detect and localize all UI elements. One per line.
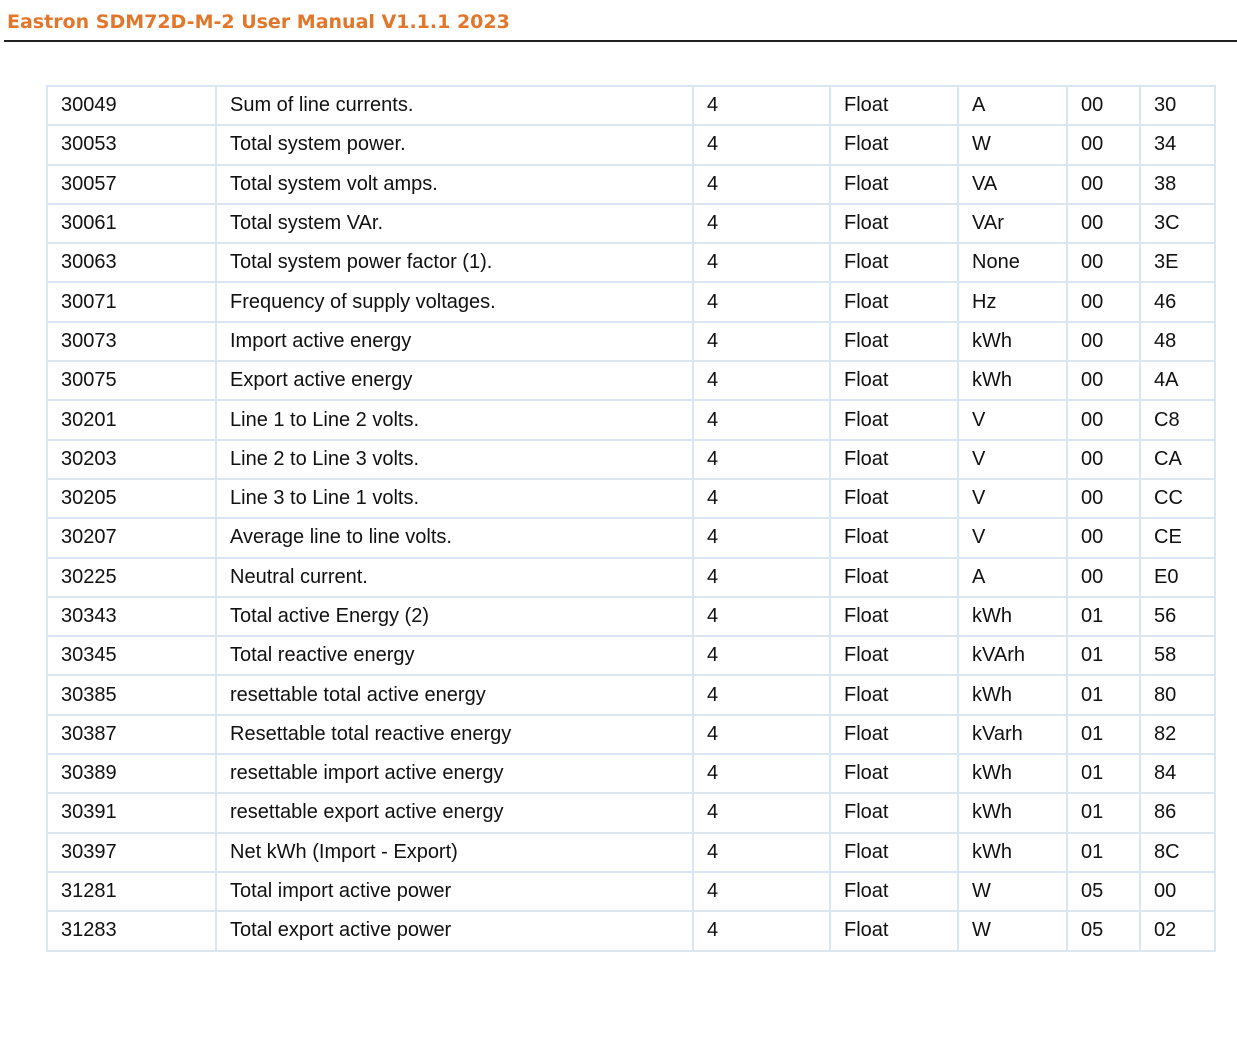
register-format-cell: Float [830, 243, 958, 282]
table-row [47, 558, 1215, 597]
register-description-cell: Total system power. [216, 125, 693, 164]
register-lo-byte-cell: 34 [1140, 125, 1215, 164]
register-lo-byte-cell: 80 [1140, 675, 1215, 714]
register-format-cell: Float [830, 440, 958, 479]
register-hi-byte-cell: 00 [1067, 204, 1140, 243]
register-address-cell: 30205 [47, 479, 216, 518]
table-row [47, 754, 1215, 793]
table-row [47, 204, 1215, 243]
register-description-cell: Net kWh (Import - Export) [216, 833, 693, 872]
register-address-cell: 30385 [47, 675, 216, 714]
register-description-cell: Line 3 to Line 1 volts. [216, 479, 693, 518]
register-length-cell: 4 [693, 793, 830, 832]
register-units-cell: kWh [958, 833, 1067, 872]
register-hi-byte-cell: 01 [1067, 754, 1140, 793]
register-format-cell: Float [830, 479, 958, 518]
register-length-cell: 4 [693, 636, 830, 675]
register-description-cell: Import active energy [216, 322, 693, 361]
register-format-cell: Float [830, 597, 958, 636]
register-units-cell: W [958, 125, 1067, 164]
register-address-cell: 30053 [47, 125, 216, 164]
register-hi-byte-cell: 01 [1067, 675, 1140, 714]
register-description-cell: Total system power factor (1). [216, 243, 693, 282]
table-row [47, 479, 1215, 518]
register-address-cell: 31283 [47, 911, 216, 950]
register-hi-byte-cell: 00 [1067, 558, 1140, 597]
register-lo-byte-cell: 46 [1140, 282, 1215, 321]
register-description-cell: resettable export active energy [216, 793, 693, 832]
register-length-cell: 4 [693, 322, 830, 361]
register-hi-byte-cell: 01 [1067, 597, 1140, 636]
table-row [47, 440, 1215, 479]
header-divider [4, 40, 1237, 42]
register-units-cell: V [958, 400, 1067, 439]
register-length-cell: 4 [693, 833, 830, 872]
register-lo-byte-cell: 86 [1140, 793, 1215, 832]
register-length-cell: 4 [693, 754, 830, 793]
register-lo-byte-cell: 3E [1140, 243, 1215, 282]
register-length-cell: 4 [693, 558, 830, 597]
table-row [47, 86, 1215, 125]
register-description-cell: Average line to line volts. [216, 518, 693, 557]
register-address-cell: 30071 [47, 282, 216, 321]
register-description-cell: Total system volt amps. [216, 165, 693, 204]
register-description-cell: Resettable total reactive energy [216, 715, 693, 754]
register-units-cell: kWh [958, 675, 1067, 714]
register-lo-byte-cell: E0 [1140, 558, 1215, 597]
table-row [47, 872, 1215, 911]
register-address-cell: 30389 [47, 754, 216, 793]
register-lo-byte-cell: 56 [1140, 597, 1215, 636]
register-lo-byte-cell: 02 [1140, 911, 1215, 950]
register-length-cell: 4 [693, 872, 830, 911]
register-format-cell: Float [830, 636, 958, 675]
register-lo-byte-cell: 48 [1140, 322, 1215, 361]
register-address-cell: 30343 [47, 597, 216, 636]
table-row [47, 715, 1215, 754]
register-units-cell: kVarh [958, 715, 1067, 754]
register-lo-byte-cell: 38 [1140, 165, 1215, 204]
register-format-cell: Float [830, 754, 958, 793]
register-description-cell: Line 2 to Line 3 volts. [216, 440, 693, 479]
register-address-cell: 30061 [47, 204, 216, 243]
register-hi-byte-cell: 05 [1067, 872, 1140, 911]
register-format-cell: Float [830, 558, 958, 597]
register-hi-byte-cell: 00 [1067, 322, 1140, 361]
register-units-cell: A [958, 86, 1067, 125]
register-units-cell: VAr [958, 204, 1067, 243]
register-units-cell: None [958, 243, 1067, 282]
table-row [47, 518, 1215, 557]
register-table [46, 85, 1216, 952]
register-address-cell: 30075 [47, 361, 216, 400]
register-units-cell: kWh [958, 361, 1067, 400]
register-lo-byte-cell: 3C [1140, 204, 1215, 243]
register-hi-byte-cell: 00 [1067, 243, 1140, 282]
register-hi-byte-cell: 00 [1067, 518, 1140, 557]
register-address-cell: 30387 [47, 715, 216, 754]
register-lo-byte-cell: 4A [1140, 361, 1215, 400]
register-lo-byte-cell: CE [1140, 518, 1215, 557]
register-address-cell: 30207 [47, 518, 216, 557]
register-format-cell: Float [830, 715, 958, 754]
register-units-cell: kWh [958, 322, 1067, 361]
register-address-cell: 31281 [47, 872, 216, 911]
register-address-cell: 30203 [47, 440, 216, 479]
register-units-cell: kWh [958, 793, 1067, 832]
register-description-cell: resettable import active energy [216, 754, 693, 793]
register-format-cell: Float [830, 793, 958, 832]
register-hi-byte-cell: 00 [1067, 361, 1140, 400]
register-lo-byte-cell: CA [1140, 440, 1215, 479]
register-hi-byte-cell: 00 [1067, 440, 1140, 479]
register-units-cell: W [958, 872, 1067, 911]
table-row [47, 833, 1215, 872]
register-address-cell: 30397 [47, 833, 216, 872]
register-hi-byte-cell: 01 [1067, 793, 1140, 832]
register-length-cell: 4 [693, 597, 830, 636]
table-row [47, 911, 1215, 950]
register-units-cell: W [958, 911, 1067, 950]
register-lo-byte-cell: 58 [1140, 636, 1215, 675]
table-row [47, 125, 1215, 164]
register-hi-byte-cell: 01 [1067, 833, 1140, 872]
table-row [47, 322, 1215, 361]
table-row [47, 400, 1215, 439]
table-row [47, 282, 1215, 321]
register-description-cell: Sum of line currents. [216, 86, 693, 125]
register-table-body [47, 86, 1215, 951]
register-description-cell: Export active energy [216, 361, 693, 400]
register-address-cell: 30201 [47, 400, 216, 439]
table-row [47, 793, 1215, 832]
register-length-cell: 4 [693, 911, 830, 950]
register-lo-byte-cell: 8C [1140, 833, 1215, 872]
register-description-cell: Total import active power [216, 872, 693, 911]
register-units-cell: kWh [958, 597, 1067, 636]
register-format-cell: Float [830, 911, 958, 950]
register-address-cell: 30049 [47, 86, 216, 125]
register-format-cell: Float [830, 125, 958, 164]
register-lo-byte-cell: CC [1140, 479, 1215, 518]
register-format-cell: Float [830, 518, 958, 557]
register-format-cell: Float [830, 833, 958, 872]
register-length-cell: 4 [693, 204, 830, 243]
register-hi-byte-cell: 00 [1067, 400, 1140, 439]
register-length-cell: 4 [693, 440, 830, 479]
table-row [47, 165, 1215, 204]
register-hi-byte-cell: 00 [1067, 125, 1140, 164]
register-address-cell: 30391 [47, 793, 216, 832]
register-hi-byte-cell: 00 [1067, 165, 1140, 204]
register-format-cell: Float [830, 282, 958, 321]
register-description-cell: Total reactive energy [216, 636, 693, 675]
register-length-cell: 4 [693, 125, 830, 164]
register-length-cell: 4 [693, 165, 830, 204]
register-units-cell: V [958, 479, 1067, 518]
register-address-cell: 30073 [47, 322, 216, 361]
register-description-cell: Total system VAr. [216, 204, 693, 243]
register-address-cell: 30057 [47, 165, 216, 204]
register-format-cell: Float [830, 165, 958, 204]
register-format-cell: Float [830, 322, 958, 361]
table-row [47, 675, 1215, 714]
register-lo-byte-cell: 82 [1140, 715, 1215, 754]
register-lo-byte-cell: 84 [1140, 754, 1215, 793]
register-format-cell: Float [830, 361, 958, 400]
table-row [47, 361, 1215, 400]
register-units-cell: kVArh [958, 636, 1067, 675]
register-units-cell: Hz [958, 282, 1067, 321]
table-row [47, 636, 1215, 675]
register-lo-byte-cell: 00 [1140, 872, 1215, 911]
register-hi-byte-cell: 01 [1067, 715, 1140, 754]
register-length-cell: 4 [693, 400, 830, 439]
table-row [47, 243, 1215, 282]
table-row [47, 597, 1215, 636]
register-hi-byte-cell: 05 [1067, 911, 1140, 950]
register-lo-byte-cell: C8 [1140, 400, 1215, 439]
register-description-cell: Total export active power [216, 911, 693, 950]
register-units-cell: V [958, 440, 1067, 479]
register-format-cell: Float [830, 204, 958, 243]
register-length-cell: 4 [693, 361, 830, 400]
register-length-cell: 4 [693, 715, 830, 754]
register-hi-byte-cell: 00 [1067, 86, 1140, 125]
register-format-cell: Float [830, 675, 958, 714]
document-header-title: Eastron SDM72D-M-2 User Manual V1.1.1 2023 [7, 11, 510, 33]
register-address-cell: 30345 [47, 636, 216, 675]
register-length-cell: 4 [693, 518, 830, 557]
register-address-cell: 30225 [47, 558, 216, 597]
register-length-cell: 4 [693, 243, 830, 282]
register-hi-byte-cell: 00 [1067, 479, 1140, 518]
register-lo-byte-cell: 30 [1140, 86, 1215, 125]
register-hi-byte-cell: 01 [1067, 636, 1140, 675]
register-units-cell: VA [958, 165, 1067, 204]
register-description-cell: Neutral current. [216, 558, 693, 597]
register-length-cell: 4 [693, 675, 830, 714]
register-description-cell: Line 1 to Line 2 volts. [216, 400, 693, 439]
register-format-cell: Float [830, 86, 958, 125]
register-format-cell: Float [830, 872, 958, 911]
register-units-cell: V [958, 518, 1067, 557]
register-units-cell: A [958, 558, 1067, 597]
register-length-cell: 4 [693, 86, 830, 125]
register-units-cell: kWh [958, 754, 1067, 793]
register-description-cell: Frequency of supply voltages. [216, 282, 693, 321]
register-hi-byte-cell: 00 [1067, 282, 1140, 321]
register-format-cell: Float [830, 400, 958, 439]
register-description-cell: Total active Energy (2) [216, 597, 693, 636]
register-length-cell: 4 [693, 282, 830, 321]
register-length-cell: 4 [693, 479, 830, 518]
register-description-cell: resettable total active energy [216, 675, 693, 714]
register-address-cell: 30063 [47, 243, 216, 282]
